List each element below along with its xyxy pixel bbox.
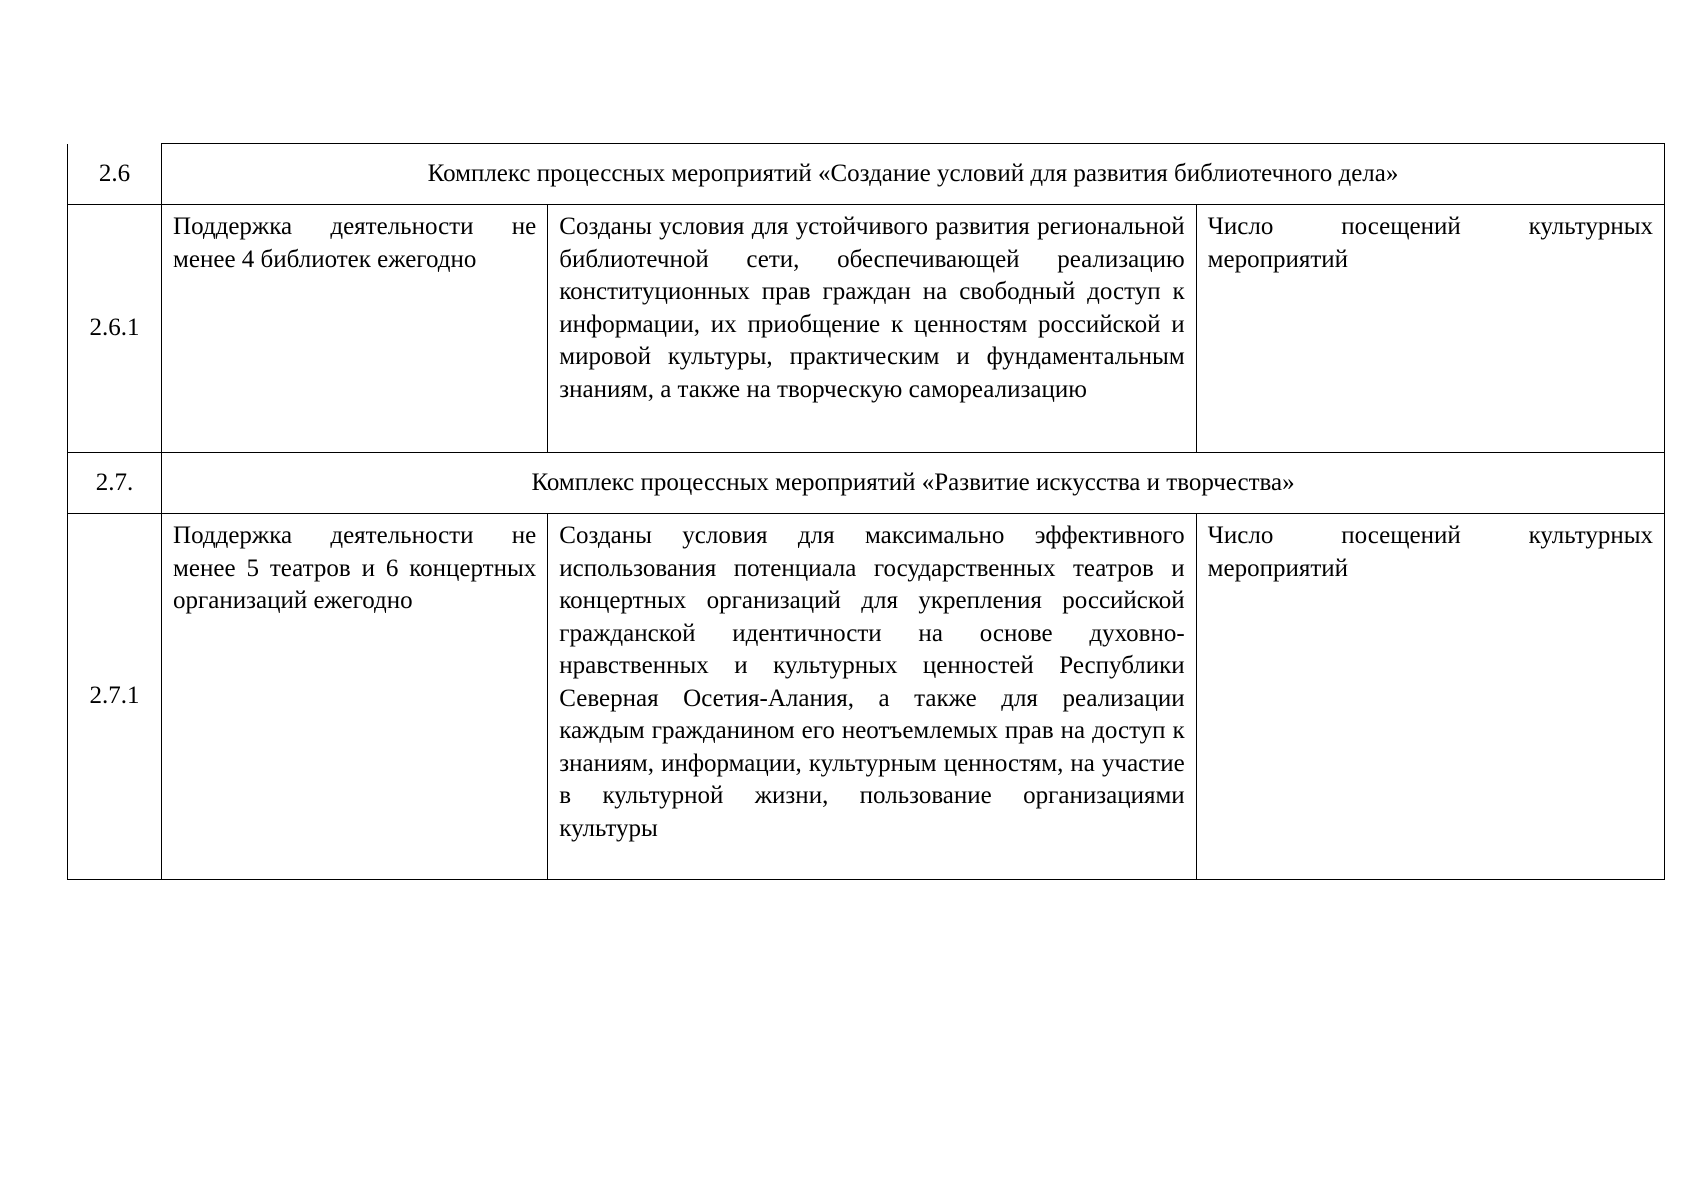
section-title: Комплекс процессных мероприятий «Создание условий для развития библиотечного дела» bbox=[162, 144, 1665, 205]
item-row-2-7-1 bbox=[68, 514, 1665, 880]
section-row-2-7 bbox=[68, 453, 1665, 514]
section-title: Комплекс процессных мероприятий «Развитие искусства и творчества» bbox=[162, 453, 1665, 514]
item-task: Поддержка деятельности не менее 4 библиотек ежегодно bbox=[162, 205, 548, 453]
item-number: 2.7.1 bbox=[68, 514, 162, 880]
measures-table bbox=[67, 143, 1665, 880]
item-indicator: Число посещений культурных мероприятий bbox=[1196, 514, 1664, 880]
section-number: 2.6 bbox=[68, 144, 162, 205]
section-row-2-6 bbox=[68, 144, 1665, 205]
item-indicator: Число посещений культурных мероприятий bbox=[1196, 205, 1664, 453]
item-result: Созданы условия для максимально эффективного использования потенциала государственных театров и концертных организаций для укрепления российской гражданской идентичности на основе духовно-нравственных и культурных ценностей Республики Северная Осетия-Алания, а также для реализации каждым гражданином его неотъемлемых прав на доступ к знаниям, информации, культурным ценностям, на участие в культурной жизни, пользование организациями культуры bbox=[548, 514, 1196, 880]
item-result: Созданы условия для устойчивого развития региональной библиотечной сети, обеспечивающей реализацию конституционных прав граждан на свободный доступ к информации, их приобщение к ценностям российской и мировой культуры, практическим и фундаментальным знаниям, а также на творческую самореализацию bbox=[548, 205, 1196, 453]
section-number: 2.7. bbox=[68, 453, 162, 514]
item-task: Поддержка деятельности не менее 5 театров и 6 концертных организаций ежегодно bbox=[162, 514, 548, 880]
item-row-2-6-1 bbox=[68, 205, 1665, 453]
item-number: 2.6.1 bbox=[68, 205, 162, 453]
